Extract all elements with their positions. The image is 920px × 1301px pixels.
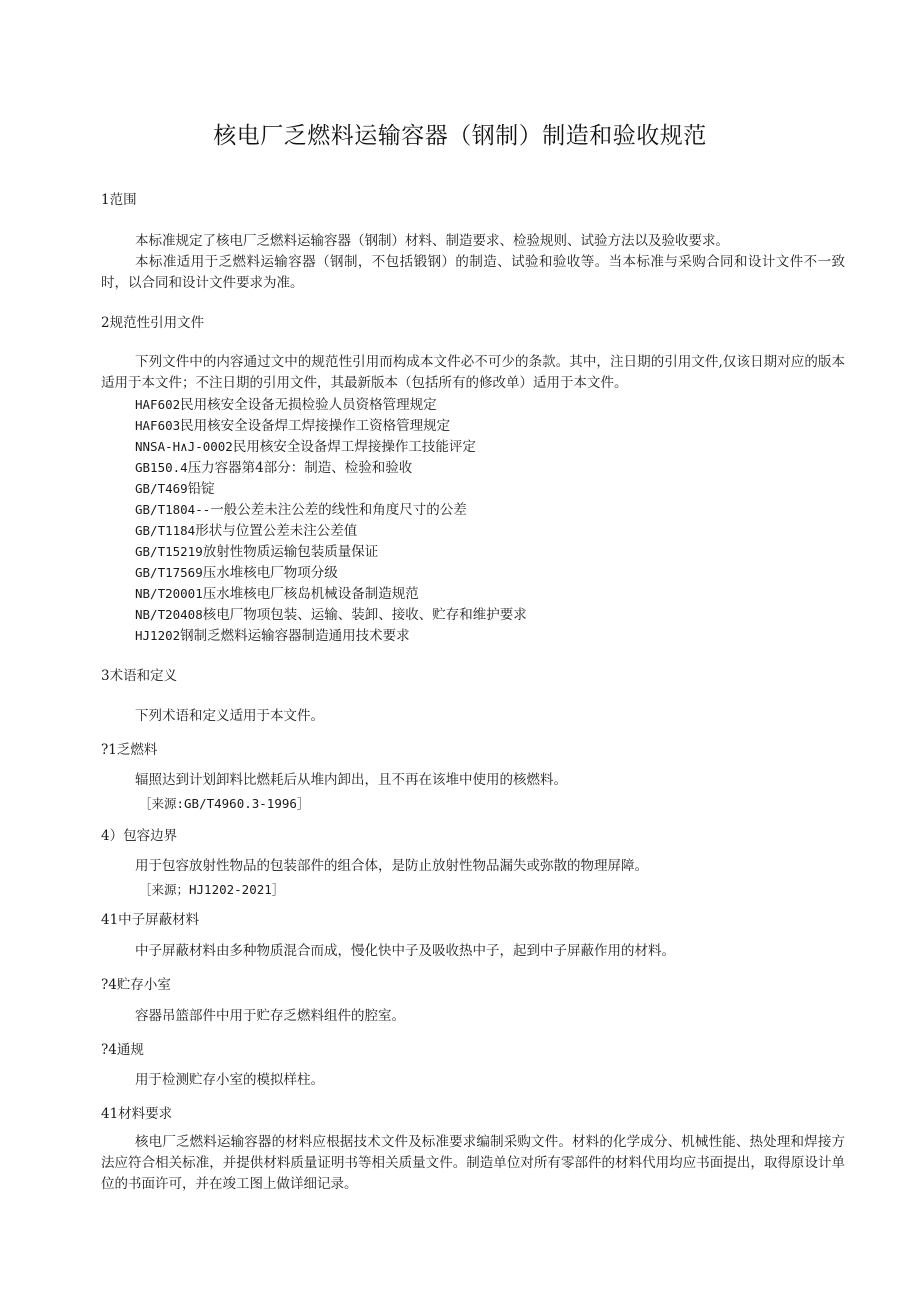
- reference-item: [135, 541, 378, 563]
- reference-title: 铅锭: [187, 481, 215, 497]
- reference-code: NB/T20001: [135, 586, 203, 601]
- reference-item: [135, 394, 437, 416]
- reference-title: 核电厂物项包装、运输、装卸、接收、贮存和维护要求: [202, 607, 527, 623]
- term-definition: 容器吊篮部件中用于贮存乏燃料组件的腔室。: [135, 1008, 405, 1024]
- section-heading-scope: 1范围: [101, 192, 137, 208]
- term-heading-go-gauge: ?4通规: [101, 1042, 144, 1058]
- reference-title: 钢制乏燃料运输容器制造通用技术要求: [180, 628, 410, 644]
- terms-intro: 下列术语和定义适用于本文件。: [135, 708, 324, 724]
- reference-item: [135, 520, 357, 542]
- reference-item: [135, 415, 450, 437]
- term-definition: 中子屏蔽材料由多种物质混合而成，慢化快中子及吸收热中子，起到中子屏蔽作用的材料。: [135, 943, 675, 959]
- reference-item: [135, 478, 215, 500]
- term-heading-storage-cell: ?4贮存小室: [101, 977, 171, 993]
- reference-code: HAF602: [135, 397, 181, 412]
- reference-code: GB150.4: [135, 460, 188, 475]
- term-heading-neutron-shielding: 41中子屏蔽材料: [101, 912, 200, 928]
- reference-item: [135, 457, 412, 479]
- reference-title: 压水堆核电厂核岛机械设备制造规范: [202, 586, 419, 602]
- document-title: 核电厂乏燃料运输容器（钢制）制造和验收规范: [213, 123, 707, 149]
- reference-code: GB/T1184: [135, 523, 196, 538]
- reference-title: 压水堆核电厂物项分级: [202, 565, 338, 581]
- reference-item: [135, 562, 338, 584]
- term-source: ［来源；HJ1202-2021］: [139, 882, 285, 897]
- reference-code: HJ1202: [135, 628, 181, 643]
- reference-code: GB/T1804--: [135, 502, 211, 517]
- reference-code: GB/T469: [135, 481, 188, 496]
- scope-paragraph-2: 本标准适用于乏燃料运输容器（钢制，不包括锻钢）的制造、试验和验收等。当本标准与采购合同和设计文件不一致时，以合同和设计文件要求为准。: [101, 254, 845, 291]
- term-definition: 辐照达到计划卸料比燃耗后从堆内卸出，且不再在该堆中使用的核燃料。: [135, 772, 567, 788]
- scope-paragraph-1: 本标准规定了核电厂乏燃料运输容器（钢制）材料、制造要求、检验规则、试验方法以及验收要求。: [135, 233, 729, 249]
- reference-item: [135, 499, 467, 521]
- reference-code: HAF603: [135, 418, 181, 433]
- reference-title: 一般公差未注公差的线性和角度尺寸的公差: [210, 502, 467, 518]
- reference-code: GB/T15219: [135, 544, 203, 559]
- term-heading-spent-fuel: ?1乏燃料: [101, 742, 158, 758]
- reference-item: [135, 625, 410, 647]
- reference-title: 放射性物质运输包装质量保证: [202, 544, 379, 560]
- reference-item: [135, 604, 527, 626]
- term-definition: 用于检测贮存小室的模拟样柱。: [135, 1072, 324, 1088]
- reference-title: 民用核安全设备焊工焊接操作工资格管理规定: [180, 418, 451, 434]
- material-requirements-paragraph: 核电厂乏燃料运输容器的材料应根据技术文件及标准要求编制采购文件。材料的化学成分、机械性能、热处理和焊接方法应符合相关标准，并提供材料质量证明书等相关质量文件。制造单位对所有零部件的材料代用均应书面提出，取得原设计单位的书面许可，并在竣工图上做详细记录。: [101, 1134, 845, 1192]
- term-definition: 用于包容放射性物品的包装部件的组合体，是防止放射性物品漏失或弥散的物理屏障。: [135, 858, 648, 874]
- reference-code: NNSA-H∧J-0002: [135, 439, 233, 454]
- reference-title: 形状与位置公差未注公差值: [195, 523, 358, 539]
- reference-title: 民用核安全设备无损检验人员资格管理规定: [180, 397, 437, 413]
- reference-title: 压力容器第4部分：制造、检验和验收: [187, 460, 413, 476]
- references-intro: 下列文件中的内容通过文中的规范性引用而构成本文件必不可少的条款。其中，注日期的引用文件,仅该日期对应的版本适用于本文件；不注日期的引用文件，其最新版本（包括所有的修改单）适用于本文件。: [101, 354, 845, 391]
- term-heading-containment-boundary: 4）包容边界: [101, 828, 178, 844]
- reference-item: [135, 436, 476, 458]
- reference-item: [135, 583, 419, 605]
- term-source: ［来源:GB/T4960.3-1996］: [139, 796, 310, 811]
- section-heading-terms: 3术语和定义: [101, 668, 178, 684]
- reference-code: NB/T20408: [135, 607, 203, 622]
- reference-code: GB/T17569: [135, 565, 203, 580]
- section-heading-material-requirements: 41材料要求: [101, 1106, 173, 1122]
- section-heading-normative-references: 2规范性引用文件: [101, 315, 205, 331]
- reference-title: 民用核安全设备焊工焊接操作工技能评定: [232, 439, 476, 455]
